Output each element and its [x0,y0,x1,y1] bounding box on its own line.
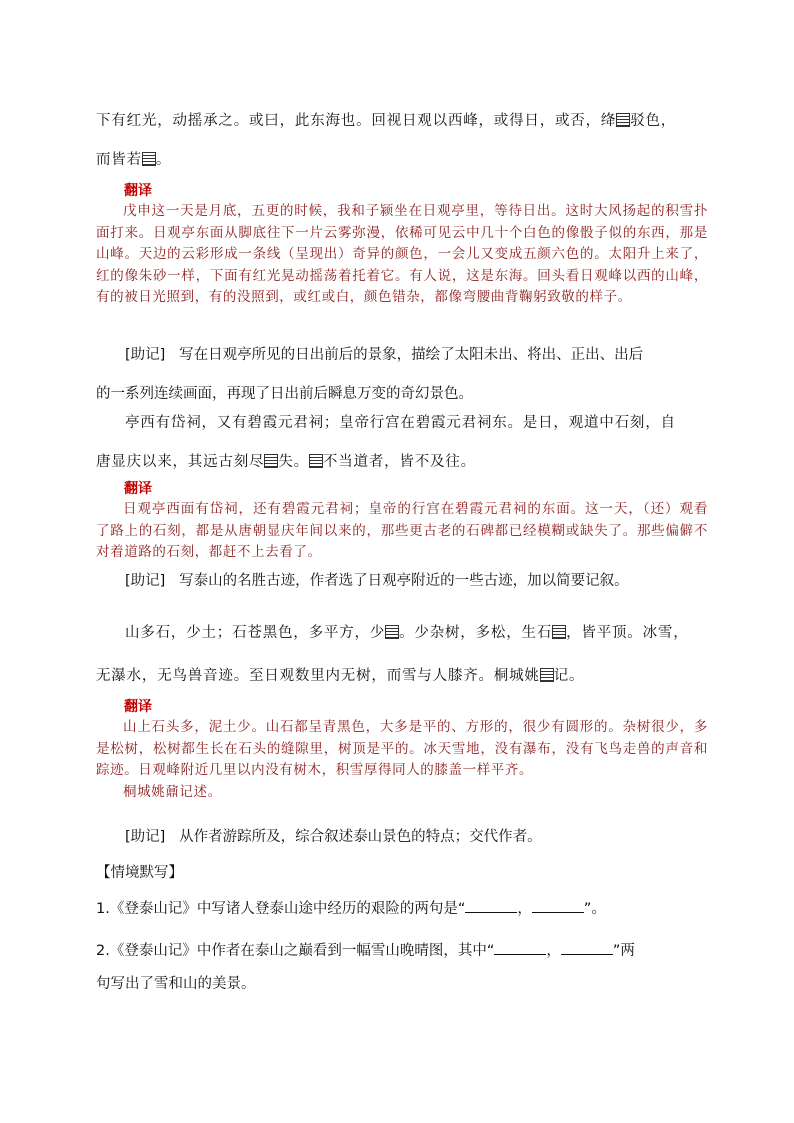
rare-character-glyph [264,454,278,468]
passage-2-translation [96,478,708,564]
passage-1-note [96,340,708,409]
rare-character-glyph [540,668,554,682]
passage-1-original [96,102,708,180]
rare-character-glyph [552,625,566,639]
rare-character-glyph [309,454,323,468]
passage-1-translation [96,180,708,309]
answer-blank[interactable] [494,941,546,955]
passage-1-line-1: 下有红光，动摇承之。或曰，此东海也。回视日观以西峰，或得日，或否，绛 驳色， [96,113,677,129]
answer-blank[interactable] [561,941,613,955]
note-line: [助记] 写在日观亭所见的日出前后的景象，描绘了太阳未出、将出、正出、出后 [125,347,644,363]
note-tag: [助记] [125,573,166,589]
passage-3-line-1: 山多石，少土；石苍黑色，多平方，少 。少杂树，多松，生石 ，皆平顶。冰雪， [125,625,689,641]
passage-3-note [96,822,708,852]
translation-title: 翻译 [124,699,152,715]
dictation-section [96,858,708,1000]
translation-title: 翻译 [124,481,152,497]
passage-1-line-2: 而皆若 。 [96,152,172,168]
passage-3-translation [96,696,708,803]
question-2: 2.《登泰山记》中作者在泰山之巅看到一幅雪山晚晴图，其中“ ， ”两 [96,943,635,959]
answer-blank[interactable] [465,899,517,913]
rare-character-glyph [385,625,399,639]
passage-3-line-2: 无瀑水，无鸟兽音迹。至日观数里内无树，而雪与人膝齐。桐城姚 记。 [96,668,585,684]
passage-2-line-1: 亭西有岱祠，又有碧霞元君祠；皇帝行宫在碧霞元君祠东。是日，观道中石刻，自 [125,415,676,431]
note-tag: [助记] [125,829,166,845]
translation-extra: 桐城姚鼐记述。 [123,783,222,800]
note-line: [助记] 写泰山的名胜古迹，作者选了日观亭附近的一些古迹，加以简要记叙。 [125,573,629,589]
passage-2-note [96,566,708,596]
rare-character-glyph [142,152,156,166]
passage-2-line-2: 唐显庆以来，其远古刻尽 失。 不当道者，皆不及往。 [96,454,476,470]
passage-3-original [96,614,708,696]
rare-character-glyph [616,113,630,127]
translation-text: 日观亭西面有岱祠，还有碧霞元君祠；皇帝的行宫在碧霞元君祠的东面。这一天，（还）观看了路上的石刻，都是从唐朝显庆年间以来的，那些更古老的石碑都已经模糊或缺失了。那些偏僻不对着道路的石刻，都赶不上去看了。 [96,501,708,560]
note-line: 的一系列连续画面，再现了日出前后瞬息万变的奇幻景色。 [96,386,473,402]
question-1: 1.《登泰山记》中写诸人登泰山途中经历的艰险的两句是“ ， ”。 [96,901,606,917]
passage-2-original [96,404,708,482]
translation-text: 戊申这一天是月底，五更的时候，我和子颍坐在日观亭里，等待日出。这时大风扬起的积雪扑面打来。日观亭东面从脚底往下一片云雾弥漫，依稀可见云中几十个白色的像骰子似的东西，那是山峰。天边的云彩形成一条线（呈现出）奇异的颜色，一会儿又变成五颜六色的。太阳升上来了，红的像朱砂一样，下面有红光晃动摇荡着托着它。有人说，这是东海。回头看日观峰以西的山峰，有的被日光照到，有的没照到，或红或白，颜色错杂，都像弯腰曲背鞠躬致敬的样子。 [96,203,708,305]
translation-text: 山上石头多，泥土少。山石都呈青黑色，大多是平的、方形的，很少有圆形的。杂树很少，多是松树，松树都生长在石头的缝隙里，树顶是平的。冰天雪地，没有瀑布，没有飞鸟走兽的声音和踪迹。日观峰附近几里以内没有树木，积雪厚得同人的膝盖一样平齐。 [96,719,708,778]
note-line: [助记] 从作者游踪所及，综合叙述泰山景色的特点；交代作者。 [125,829,542,845]
section-heading: 【情境默写】 [96,865,183,881]
note-tag: [助记] [125,347,166,363]
question-2-continued: 句写出了雪和山的美景。 [96,976,256,992]
translation-title: 翻译 [124,183,152,199]
answer-blank[interactable] [532,899,584,913]
